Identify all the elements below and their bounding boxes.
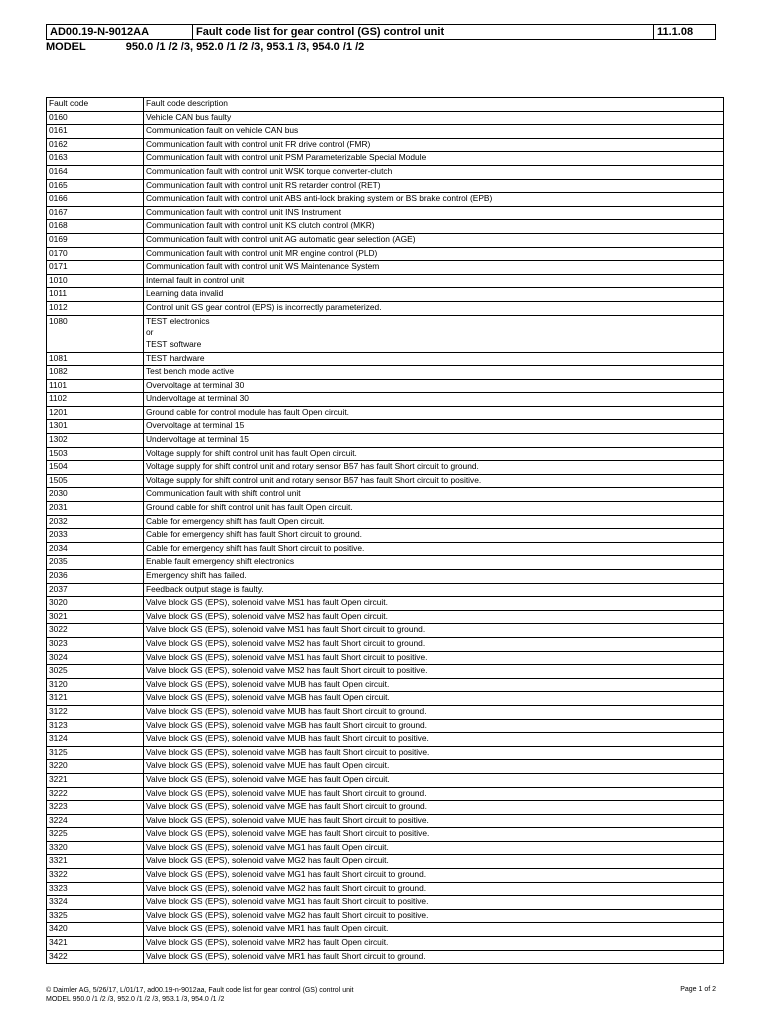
table-row [47,869,724,883]
fault-description-cell: Control unit GS gear control (EPS) is incorrectly parameterized. [144,301,724,315]
table-row [47,474,724,488]
description-line: or [146,327,154,338]
fault-code-cell: 3024 [47,651,144,665]
table-row [47,570,724,584]
table-row [47,773,724,787]
fault-description-cell: Valve block GS (EPS), solenoid valve MGB has fault Short circuit to ground. [144,719,724,733]
fault-description-cell: Valve block GS (EPS), solenoid valve MG2 has fault Short circuit to ground. [144,882,724,896]
description-line: TEST software [146,338,202,349]
fault-description-cell: Communication fault with control unit PSM Parameterizable Special Module [144,152,724,166]
fault-description-cell: Enable fault emergency shift electronics [144,556,724,570]
fault-code-cell: 0166 [47,193,144,207]
fault-description-cell: Valve block GS (EPS), solenoid valve MUB has fault Short circuit to ground. [144,705,724,719]
table-row [47,165,724,179]
fault-code-cell: 3322 [47,869,144,883]
fault-code-cell: 0170 [47,247,144,261]
table-row [47,529,724,543]
fault-code-cell: 1080 [47,315,144,352]
fault-description-cell [144,315,724,352]
table-row [47,624,724,638]
fault-code-cell: 3225 [47,828,144,842]
fault-code-cell: 3223 [47,801,144,815]
fault-code-cell: 3222 [47,787,144,801]
table-row [47,261,724,275]
footer-line-1: © Daimler AG, 5/26/17, L/01/17, ad00.19-n-9012aa, Fault code list for gear control (GS) control unit [46,987,354,994]
fault-code-cell: 0160 [47,111,144,125]
table-row [47,152,724,166]
footer-copyright [46,986,354,1004]
fault-description-cell: Valve block GS (EPS), solenoid valve MS2 has fault Short circuit to ground. [144,637,724,651]
fault-code-cell: 1302 [47,434,144,448]
fault-description-cell: Communication fault on vehicle CAN bus [144,125,724,139]
fault-description-cell: Valve block GS (EPS), solenoid valve MS1 has fault Short circuit to positive. [144,651,724,665]
table-row [47,746,724,760]
table-row [47,950,724,964]
fault-code-cell: 1082 [47,366,144,380]
fault-description-cell: Overvoltage at terminal 30 [144,379,724,393]
document-id: AD00.19-N-9012AA [47,25,193,39]
fault-description-cell: Vehicle CAN bus faulty [144,111,724,125]
fault-code-cell: 0165 [47,179,144,193]
fault-code-cell: 3120 [47,678,144,692]
fault-code-cell: 2034 [47,542,144,556]
table-row [47,379,724,393]
document-header [46,24,716,40]
table-row [47,502,724,516]
fault-description-cell: Valve block GS (EPS), solenoid valve MR2 has fault Open circuit. [144,937,724,951]
fault-description-cell: Communication fault with control unit KS clutch control (MKR) [144,220,724,234]
model-value: 950.0 /1 /2 /3, 952.0 /1 /2 /3, 953.1 /3, 954.0 /1 /2 [125,41,365,53]
fault-code-cell: 1504 [47,461,144,475]
fault-description-cell: TEST hardware [144,352,724,366]
model-line [46,41,364,53]
table-row [47,488,724,502]
fault-code-cell: 2036 [47,570,144,584]
description-line: TEST electronics [146,315,210,326]
document-date: 11.1.08 [657,26,694,38]
fault-description-cell: Communication fault with control unit FR drive control (FMR) [144,138,724,152]
table-row [47,461,724,475]
footer-page-number: Page 1 of 2 [680,986,716,993]
fault-code-cell: 3422 [47,950,144,964]
fault-code-cell: 3325 [47,909,144,923]
fault-code-cell: 3123 [47,719,144,733]
fault-description-cell: Valve block GS (EPS), solenoid valve MUB has fault Short circuit to positive. [144,733,724,747]
fault-code-cell: 3124 [47,733,144,747]
table-row [47,138,724,152]
table-row [47,434,724,448]
fault-description-cell: Valve block GS (EPS), solenoid valve MR1 has fault Short circuit to ground. [144,950,724,964]
fault-description-cell: Voltage supply for shift control unit and rotary sensor B57 has fault Short circuit to ground. [144,461,724,475]
fault-description-cell: Communication fault with control unit INS Instrument [144,206,724,220]
table-row [47,665,724,679]
fault-code-cell: 0162 [47,138,144,152]
table-row [47,366,724,380]
fault-code-cell: 0171 [47,261,144,275]
table-header-row [47,98,724,112]
fault-code-cell: 0161 [47,125,144,139]
fault-code-cell: 3020 [47,597,144,611]
fault-description-cell: Valve block GS (EPS), solenoid valve MGE has fault Open circuit. [144,773,724,787]
fault-code-cell: 2032 [47,515,144,529]
fault-description-cell: Overvoltage at terminal 15 [144,420,724,434]
table-row [47,719,724,733]
table-row [47,111,724,125]
fault-description-cell: Emergency shift has failed. [144,570,724,584]
fault-code-cell: 1301 [47,420,144,434]
fault-code-cell: 1102 [47,393,144,407]
fault-code-cell: 3420 [47,923,144,937]
table-row [47,597,724,611]
fault-code-cell: 3022 [47,624,144,638]
table-row [47,515,724,529]
table-row [47,896,724,910]
fault-description-cell: Valve block GS (EPS), solenoid valve MG2 has fault Short circuit to positive. [144,909,724,923]
table-row [47,447,724,461]
table-row [47,705,724,719]
table-row [47,814,724,828]
fault-code-cell: 0163 [47,152,144,166]
table-row [47,556,724,570]
fault-code-cell: 2031 [47,502,144,516]
fault-code-cell: 3224 [47,814,144,828]
fault-code-cell: 2033 [47,529,144,543]
table-row [47,352,724,366]
fault-code-cell: 1503 [47,447,144,461]
table-row [47,637,724,651]
table-row [47,393,724,407]
fault-description-cell: Valve block GS (EPS), solenoid valve MS1 has fault Open circuit. [144,597,724,611]
fault-description-cell: Valve block GS (EPS), solenoid valve MS2 has fault Open circuit. [144,610,724,624]
table-row [47,420,724,434]
fault-code-cell: 1012 [47,301,144,315]
document-title: Fault code list for gear control (GS) control unit [193,25,654,39]
table-row [47,841,724,855]
table-row [47,733,724,747]
table-row [47,583,724,597]
fault-code-cell: 1010 [47,274,144,288]
fault-code-cell: 0164 [47,165,144,179]
table-row [47,233,724,247]
column-header-code: Fault code [47,98,144,112]
fault-description-cell: Valve block GS (EPS), solenoid valve MS1 has fault Short circuit to ground. [144,624,724,638]
table-row [47,882,724,896]
fault-description-cell: Communication fault with control unit ABS anti-lock braking system or BS brake control (EPB) [144,193,724,207]
fault-code-cell: 3324 [47,896,144,910]
fault-description-cell: Cable for emergency shift has fault Short circuit to ground. [144,529,724,543]
fault-description-cell: Test bench mode active [144,366,724,380]
fault-description-cell: Learning data invalid [144,288,724,302]
fault-code-cell: 3321 [47,855,144,869]
fault-description-cell: Valve block GS (EPS), solenoid valve MUE has fault Short circuit to positive. [144,814,724,828]
fault-description-cell: Cable for emergency shift has fault Short circuit to positive. [144,542,724,556]
table-row [47,301,724,315]
fault-description-cell: Ground cable for shift control unit has fault Open circuit. [144,502,724,516]
fault-code-cell: 3421 [47,937,144,951]
table-row [47,923,724,937]
table-row [47,692,724,706]
fault-description-cell: Communication fault with control unit WSK torque converter-clutch [144,165,724,179]
fault-description-cell: Valve block GS (EPS), solenoid valve MG1 has fault Short circuit to ground. [144,869,724,883]
fault-code-cell: 3320 [47,841,144,855]
fault-description-cell: Communication fault with control unit MR engine control (PLD) [144,247,724,261]
fault-description-cell: Valve block GS (EPS), solenoid valve MG1 has fault Open circuit. [144,841,724,855]
fault-description-cell: Valve block GS (EPS), solenoid valve MUE has fault Open circuit. [144,760,724,774]
model-label: MODEL [46,41,86,53]
fault-code-cell: 3323 [47,882,144,896]
table-row [47,787,724,801]
fault-description-cell: Valve block GS (EPS), solenoid valve MR1 has fault Open circuit. [144,923,724,937]
fault-description-cell: Valve block GS (EPS), solenoid valve MUB has fault Open circuit. [144,678,724,692]
fault-code-cell: 1011 [47,288,144,302]
fault-description-cell: Valve block GS (EPS), solenoid valve MGE has fault Short circuit to positive. [144,828,724,842]
fault-description-cell: Valve block GS (EPS), solenoid valve MGB has fault Open circuit. [144,692,724,706]
fault-description-cell: Valve block GS (EPS), solenoid valve MGE has fault Short circuit to ground. [144,801,724,815]
fault-code-cell: 3021 [47,610,144,624]
table-row [47,288,724,302]
fault-code-table [46,97,724,964]
fault-description-cell: Valve block GS (EPS), solenoid valve MG2 has fault Open circuit. [144,855,724,869]
table-row [47,274,724,288]
fault-code-cell: 2030 [47,488,144,502]
table-row [47,179,724,193]
fault-code-cell: 3121 [47,692,144,706]
table-row [47,909,724,923]
fault-description-cell: Internal fault in control unit [144,274,724,288]
table-row [47,855,724,869]
fault-code-cell: 1081 [47,352,144,366]
table-row [47,220,724,234]
column-header-description: Fault code description [144,98,724,112]
fault-code-cell: 3125 [47,746,144,760]
fault-code-cell: 1201 [47,406,144,420]
table-row [47,247,724,261]
fault-code-cell: 3221 [47,773,144,787]
fault-description-cell: Valve block GS (EPS), solenoid valve MG1 has fault Short circuit to positive. [144,896,724,910]
fault-code-cell: 3122 [47,705,144,719]
fault-code-cell: 2035 [47,556,144,570]
table-row [47,610,724,624]
table-row [47,542,724,556]
fault-code-cell: 1505 [47,474,144,488]
fault-description-cell: Valve block GS (EPS), solenoid valve MGB has fault Short circuit to positive. [144,746,724,760]
table-row [47,760,724,774]
table-row [47,125,724,139]
fault-code-cell: 1101 [47,379,144,393]
table-row [47,315,724,352]
table-row [47,828,724,842]
table-row [47,678,724,692]
fault-code-cell: 2037 [47,583,144,597]
table-row [47,406,724,420]
fault-description-cell: Valve block GS (EPS), solenoid valve MUE has fault Short circuit to ground. [144,787,724,801]
fault-code-cell: 3220 [47,760,144,774]
fault-description-cell: Voltage supply for shift control unit has fault Open circuit. [144,447,724,461]
footer-line-2: MODEL 950.0 /1 /2 /3, 952.0 /1 /2 /3, 953.1 /3, 954.0 /1 /2 [46,996,225,1003]
fault-code-cell: 0169 [47,233,144,247]
fault-description-cell: Communication fault with control unit RS retarder control (RET) [144,179,724,193]
fault-code-table-body [47,98,724,964]
fault-description-cell: Valve block GS (EPS), solenoid valve MS2 has fault Short circuit to positive. [144,665,724,679]
table-row [47,937,724,951]
table-row [47,651,724,665]
fault-description-cell: Voltage supply for shift control unit and rotary sensor B57 has fault Short circuit to positive. [144,474,724,488]
fault-description-cell: Undervoltage at terminal 30 [144,393,724,407]
fault-description-cell: Undervoltage at terminal 15 [144,434,724,448]
fault-description-cell: Cable for emergency shift has fault Open circuit. [144,515,724,529]
fault-description-cell: Communication fault with control unit WS Maintenance System [144,261,724,275]
fault-description-cell: Communication fault with shift control unit [144,488,724,502]
fault-code-cell: 3025 [47,665,144,679]
fault-description-cell: Feedback output stage is faulty. [144,583,724,597]
table-row [47,801,724,815]
fault-description-cell: Ground cable for control module has fault Open circuit. [144,406,724,420]
fault-code-cell: 0168 [47,220,144,234]
table-row [47,193,724,207]
table-row [47,206,724,220]
fault-code-cell: 0167 [47,206,144,220]
fault-description-cell: Communication fault with control unit AG automatic gear selection (AGE) [144,233,724,247]
fault-code-cell: 3023 [47,637,144,651]
